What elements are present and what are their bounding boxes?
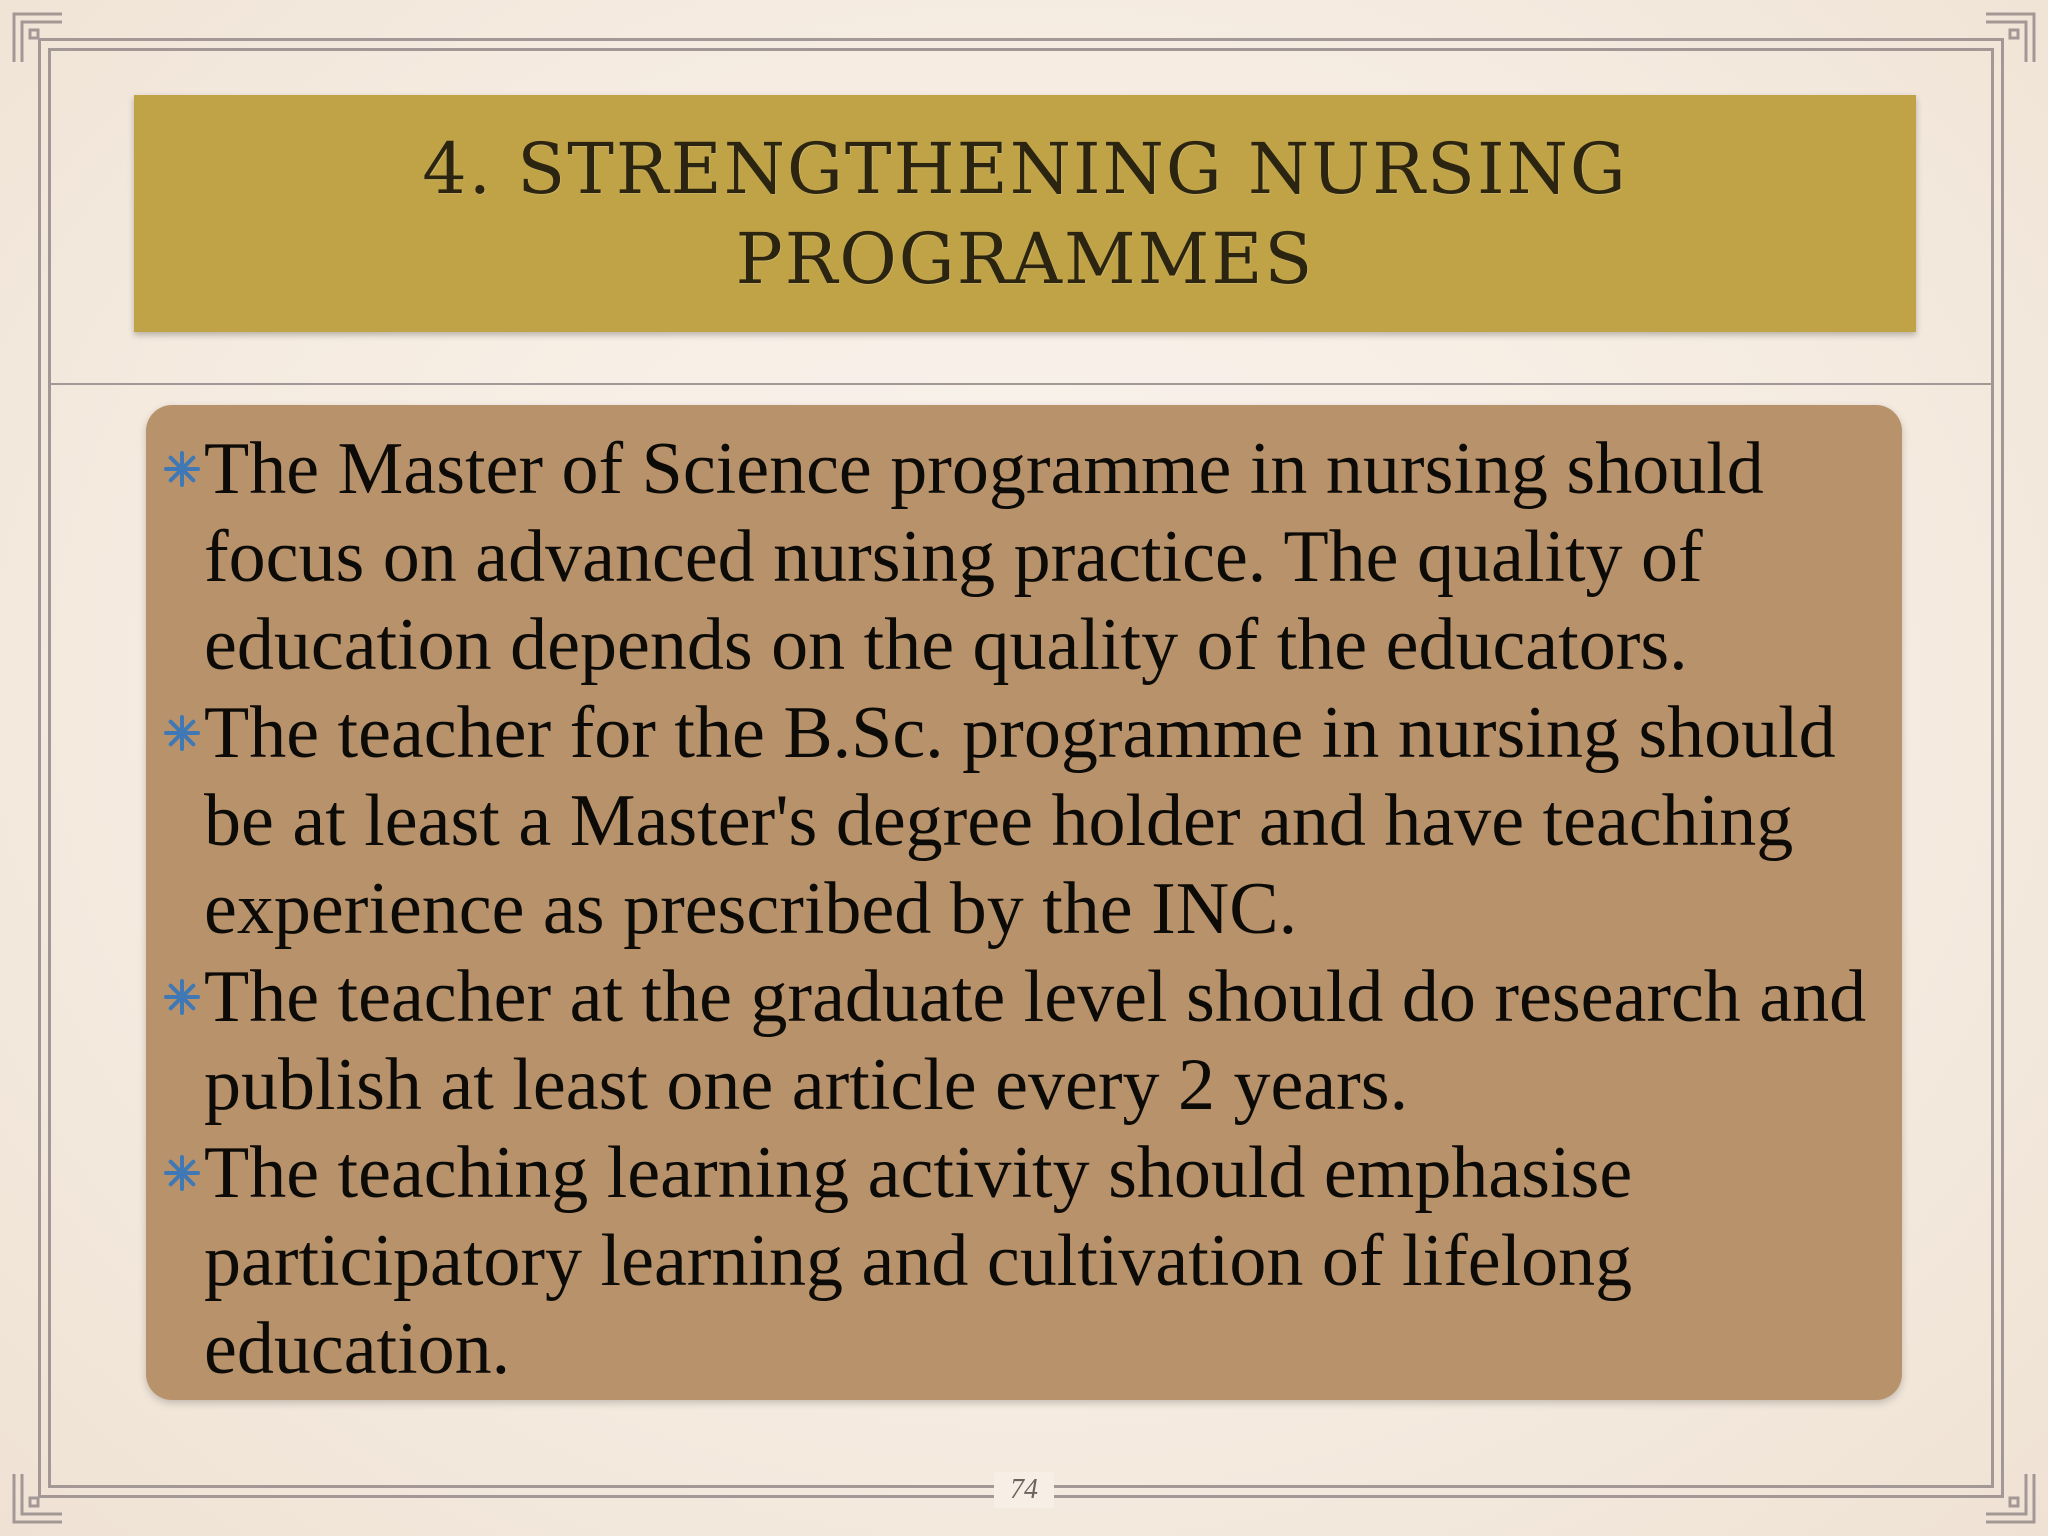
slide-title: 4. STRENGTHENING NURSING PROGRAMMES bbox=[422, 127, 1628, 300]
bullet-item bbox=[160, 425, 1872, 689]
content-panel bbox=[146, 405, 1902, 1400]
asterisk-star-icon bbox=[160, 447, 204, 491]
bullet-text: The teacher for the B.Sc. programme in nursing should be at least a Master's degree holder and have teaching experience as prescribed by the INC. bbox=[204, 692, 1836, 950]
bullet-item bbox=[160, 689, 1872, 953]
asterisk-star-icon bbox=[160, 711, 204, 755]
bullet-item bbox=[160, 1129, 1872, 1393]
asterisk-star-icon bbox=[160, 975, 204, 1019]
title-banner bbox=[134, 95, 1916, 332]
asterisk-star-icon bbox=[160, 1151, 204, 1195]
page-number: 74 bbox=[994, 1472, 1054, 1508]
bullet-text: The teaching learning activity should emphasise participatory learning and cultivation of lifelong education. bbox=[204, 1132, 1633, 1390]
ornamental-corner-icon bbox=[8, 8, 68, 68]
bullet-text: The teacher at the graduate level should do research and publish at least one article every 2 years. bbox=[204, 956, 1867, 1126]
bullet-item bbox=[160, 953, 1872, 1129]
ornamental-corner-icon bbox=[8, 1468, 68, 1528]
ornamental-corner-icon bbox=[1980, 1468, 2040, 1528]
bullet-text: The Master of Science programme in nursing should focus on advanced nursing practice. The quality of education depends on the quality of the educators. bbox=[204, 428, 1764, 686]
ornamental-corner-icon bbox=[1980, 8, 2040, 68]
frame-divider-line bbox=[48, 383, 1994, 385]
bullet-list bbox=[160, 425, 1872, 1393]
